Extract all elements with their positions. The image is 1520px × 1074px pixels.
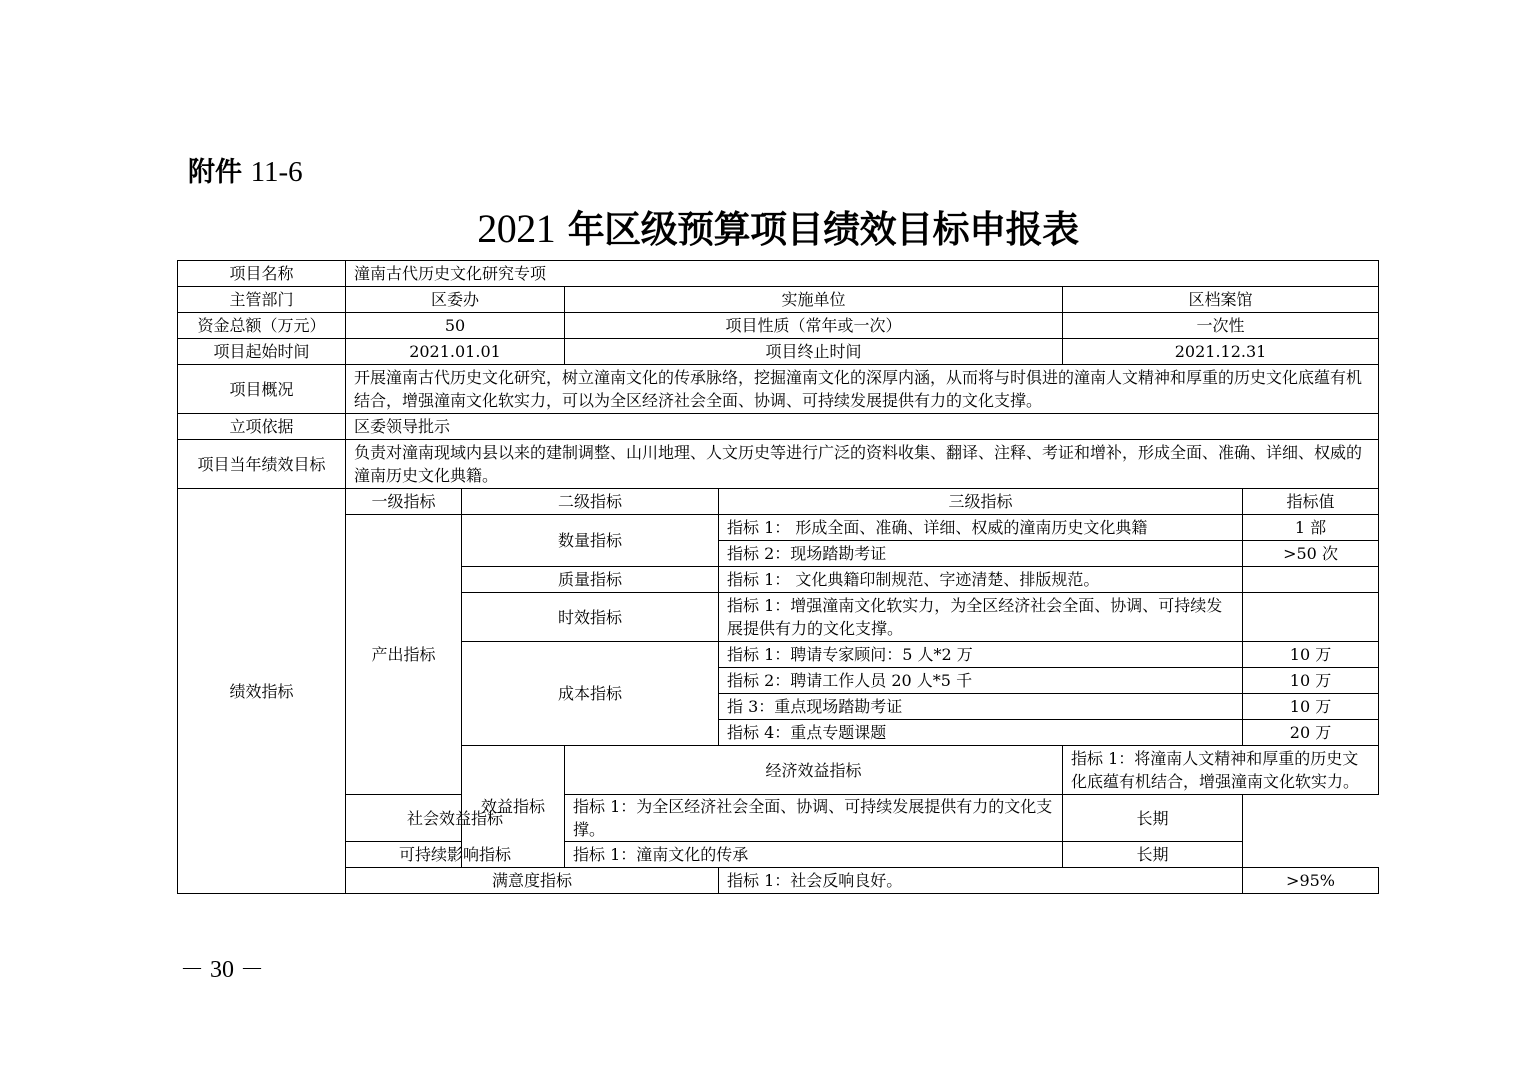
cost-4-text: 指标 4：重点专题课题 [719,720,1243,746]
fund-value: 50 [346,313,565,339]
end-label: 项目终止时间 [565,339,1063,365]
header-level3: 三级指标 [719,489,1243,515]
cost-3-text: 指 3：重点现场踏勘考证 [719,694,1243,720]
row-fund [178,313,1379,339]
row-satisfaction [178,868,1379,894]
nature-value: 一次性 [1063,313,1379,339]
quantity-1-value: 1 部 [1243,515,1379,541]
economic-text: 指标 1：将潼南人文精神和厚重的历史文化底蕴有机结合，增强潼南文化软实力。 [1063,746,1379,795]
cost-4-value: 20 万 [1243,720,1379,746]
quality-label: 质量指标 [462,567,719,593]
sustain-label: 可持续影响指标 [346,842,565,868]
goal-label: 项目当年绩效目标 [178,440,346,489]
row-department [178,287,1379,313]
header-value: 指标值 [1243,489,1379,515]
title-text: 年区级预算项目绩效目标申报表 [567,208,1079,251]
row-overview [178,365,1379,414]
social-text: 指标 1：为全区经济社会全面、协调、可持续发展提供有力的文化支撑。 [565,795,1063,842]
project-name-label: 项目名称 [178,261,346,287]
unit-value: 区档案馆 [1063,287,1379,313]
basis-value: 区委领导批示 [346,414,1379,440]
dept-label: 主管部门 [178,287,346,313]
satisfaction-text: 指标 1：社会反响良好。 [719,868,1243,894]
end-value: 2021.12.31 [1063,339,1379,365]
timeliness-label: 时效指标 [462,593,719,642]
attachment-number: 11-6 [250,156,303,188]
sustain-text: 指标 1：潼南文化的传承 [565,842,1063,868]
header-level1: 一级指标 [346,489,462,515]
sustain-value: 长期 [1063,842,1243,868]
quantity-1-text: 指标 1： 形成全面、准确、详细、权威的潼南历史文化典籍 [719,515,1243,541]
row-dates [178,339,1379,365]
header-level2: 二级指标 [462,489,719,515]
goal-value: 负责对潼南现域内县以来的建制调整、山川地理、人文历史等进行广泛的资料收集、翻译、注释、考证和增补，形成全面、准确、详细、权威的潼南历史文化典籍。 [346,440,1379,489]
cost-2-value: 10 万 [1243,668,1379,694]
project-name-value: 潼南古代历史文化研究专项 [346,261,1379,287]
attachment-label [188,152,303,193]
quality-text: 指标 1： 文化典籍印制规范、字迹清楚、排版规范。 [719,567,1243,593]
page-title [0,203,1520,256]
quantity-2-value: >50 次 [1243,541,1379,567]
nature-label: 项目性质（常年或一次） [565,313,1063,339]
row-sustain [178,842,1379,868]
quantity-2-text: 指标 2：现场踏勘考证 [719,541,1243,567]
row-quantity-1 [178,515,1379,541]
output-label: 产出指标 [346,515,462,795]
social-value: 长期 [1063,795,1243,842]
row-perf-header [178,489,1379,515]
quality-value [1243,567,1379,593]
benefit-label: 效益指标 [462,746,565,868]
social-label: 社会效益指标 [346,795,565,842]
timeliness-text: 指标 1：增强潼南文化软实力，为全区经济社会全面、协调、可持续发展提供有力的文化支撑。 [719,593,1243,642]
cost-3-value: 10 万 [1243,694,1379,720]
quantity-label: 数量指标 [462,515,719,567]
start-label: 项目起始时间 [178,339,346,365]
cost-1-text: 指标 1：聘请专家顾问：5 人*2 万 [719,642,1243,668]
title-year: 2021 [477,206,556,251]
row-goal [178,440,1379,489]
timeliness-value [1243,593,1379,642]
overview-value: 开展潼南古代历史文化研究，树立潼南文化的传承脉络，挖掘潼南文化的深厚内涵，从而将与时俱进的潼南人文精神和厚重的历史文化底蕴有机结合，增强潼南文化软实力，可以为全区经济社会全面、协调、可持续发展提供有力的文化支撑。 [346,365,1379,414]
row-project-name [178,261,1379,287]
satisfaction-value: >95% [1243,868,1379,894]
dept-value: 区委办 [346,287,565,313]
attachment-head: 附件 [188,157,242,188]
perf-label: 绩效指标 [178,489,346,894]
row-basis [178,414,1379,440]
row-social [178,795,1379,842]
satisfaction-label: 满意度指标 [346,868,719,894]
fund-label: 资金总额（万元） [178,313,346,339]
cost-2-text: 指标 2：聘请工作人员 20 人*5 千 [719,668,1243,694]
start-value: 2021.01.01 [346,339,565,365]
overview-label: 项目概况 [178,365,346,414]
cost-label: 成本指标 [462,642,719,746]
basis-label: 立项依据 [178,414,346,440]
unit-label: 实施单位 [565,287,1063,313]
performance-form-table [177,260,1379,894]
cost-1-value: 10 万 [1243,642,1379,668]
page-number: － 30 － [180,957,264,983]
economic-label: 经济效益指标 [565,746,1063,795]
